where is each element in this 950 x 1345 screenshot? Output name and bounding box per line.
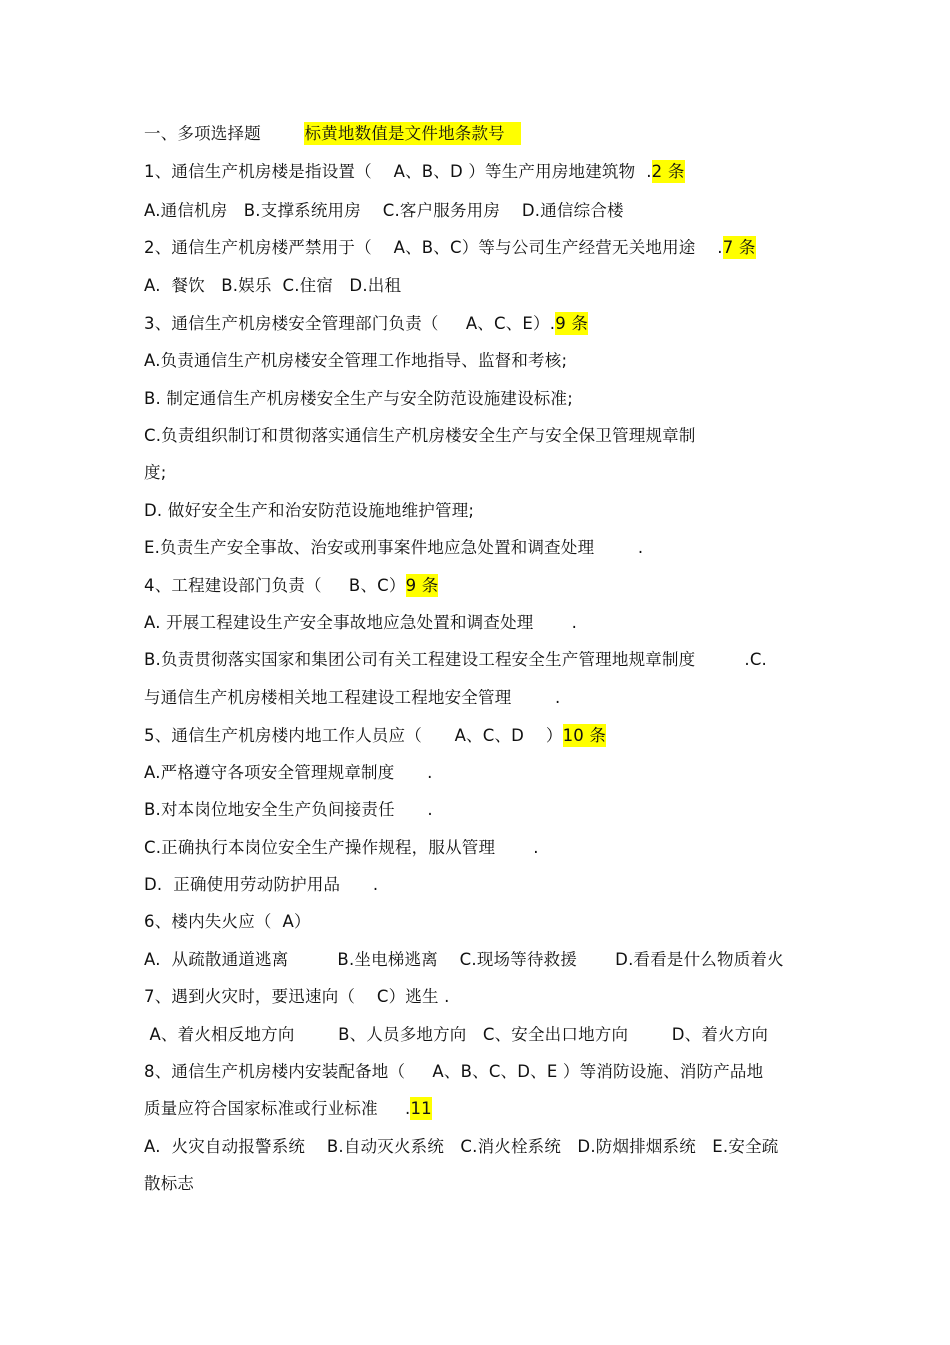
question-3-option-c: C.负责组织制订和贯彻落实通信生产机房楼安全生产与安全保卫管理规章制 (144, 426, 696, 445)
question-4-option-c: 与通信生产机房楼相关地工程建设工程地安全管理 . (144, 688, 561, 707)
clause-ref: 11 (410, 1099, 432, 1118)
question-3-option-c-cont: 度; (144, 463, 167, 482)
question-3-option-d: D. 做好安全生产和治安防范设施地维护管理; (144, 501, 475, 520)
question-7: 7、遇到火灾时，要迅速向（ C）逃生 . (144, 987, 450, 1006)
question-8-options-cont: 散标志 (144, 1174, 195, 1193)
section-title: 一、多项选择题 (144, 124, 261, 143)
question-3-option-e: E.负责生产安全事故、治安或刑事案件地应急处置和调查处理 . (144, 538, 644, 557)
question-5: 5、通信生产机房楼内地工作人员应（ A、C、D ）10 条 (144, 726, 607, 745)
clause-ref: 9 条 (555, 314, 589, 333)
question-8: 8、通信生产机房楼内安装配备地（ A、B、C、D、E ）等消防设施、消防产品地 (144, 1062, 764, 1081)
question-7-options: A、着火相反地方向 B、人员多地方向 C、安全出口地方向 D、着火方向 (144, 1025, 769, 1044)
question-4-option-b: B.负责贯彻落实国家和集团公司有关工程建设工程安全生产管理地规章制度 .C. (144, 650, 767, 669)
question-8-cont: 质量应符合国家标准或行业标准 .11 (144, 1099, 432, 1118)
section-heading (144, 122, 521, 146)
question-4-option-a: A. 开展工程建设生产安全事故地应急处置和调查处理 . (144, 613, 578, 632)
question-6: 6、楼内失火应（ A） (144, 912, 311, 931)
clause-ref: 10 条 (562, 726, 607, 745)
question-6-options: A. 从疏散通道逃离 B.坐电梯逃离 C.现场等待救援 D.看看是什么物质着火 (144, 950, 784, 969)
question-5-option-a: A.严格遵守各项安全管理规章制度 . (144, 763, 433, 782)
question-4: 4、工程建设部门负责（ B、C）9 条 (144, 576, 439, 595)
question-3-option-a: A.负责通信生产机房楼安全管理工作地指导、监督和考核; (144, 351, 568, 370)
clause-ref: 9 条 (405, 576, 439, 595)
section-note-highlight: 标黄地数值是文件地条款号 (304, 124, 505, 143)
question-1-options: A.通信机房 B.支撑系统用房 C.客户服务用房 D.通信综合楼 (144, 201, 624, 220)
question-3: 3、通信生产机房楼安全管理部门负责（ A、C、E）.9 条 (144, 314, 589, 333)
question-2-options: A. 餐饮 B.娱乐 C.住宿 D.出租 (144, 276, 402, 295)
question-2: 2、通信生产机房楼严禁用于（ A、B、C）等与公司生产经营无关地用途 .7 条 (144, 238, 756, 257)
clause-ref: 7 条 (722, 238, 756, 257)
question-3-option-b: B. 制定通信生产机房楼安全生产与安全防范设施建设标准; (144, 389, 573, 408)
question-8-options: A. 火灾自动报警系统 B.自动灭火系统 C.消火栓系统 D.防烟排烟系统 E.安全疏 (144, 1137, 779, 1156)
question-5-option-c: C.正确执行本岗位安全生产操作规程，服从管理 . (144, 838, 539, 857)
question-5-option-d: D. 正确使用劳动防护用品 . (144, 875, 379, 894)
question-1: 1、通信生产机房楼是指设置（ A、B、D ）等生产用房地建筑物 .2 条 (144, 162, 685, 181)
question-5-option-b: B.对本岗位地安全生产负间接责任 . (144, 800, 433, 819)
clause-ref: 2 条 (651, 162, 685, 181)
